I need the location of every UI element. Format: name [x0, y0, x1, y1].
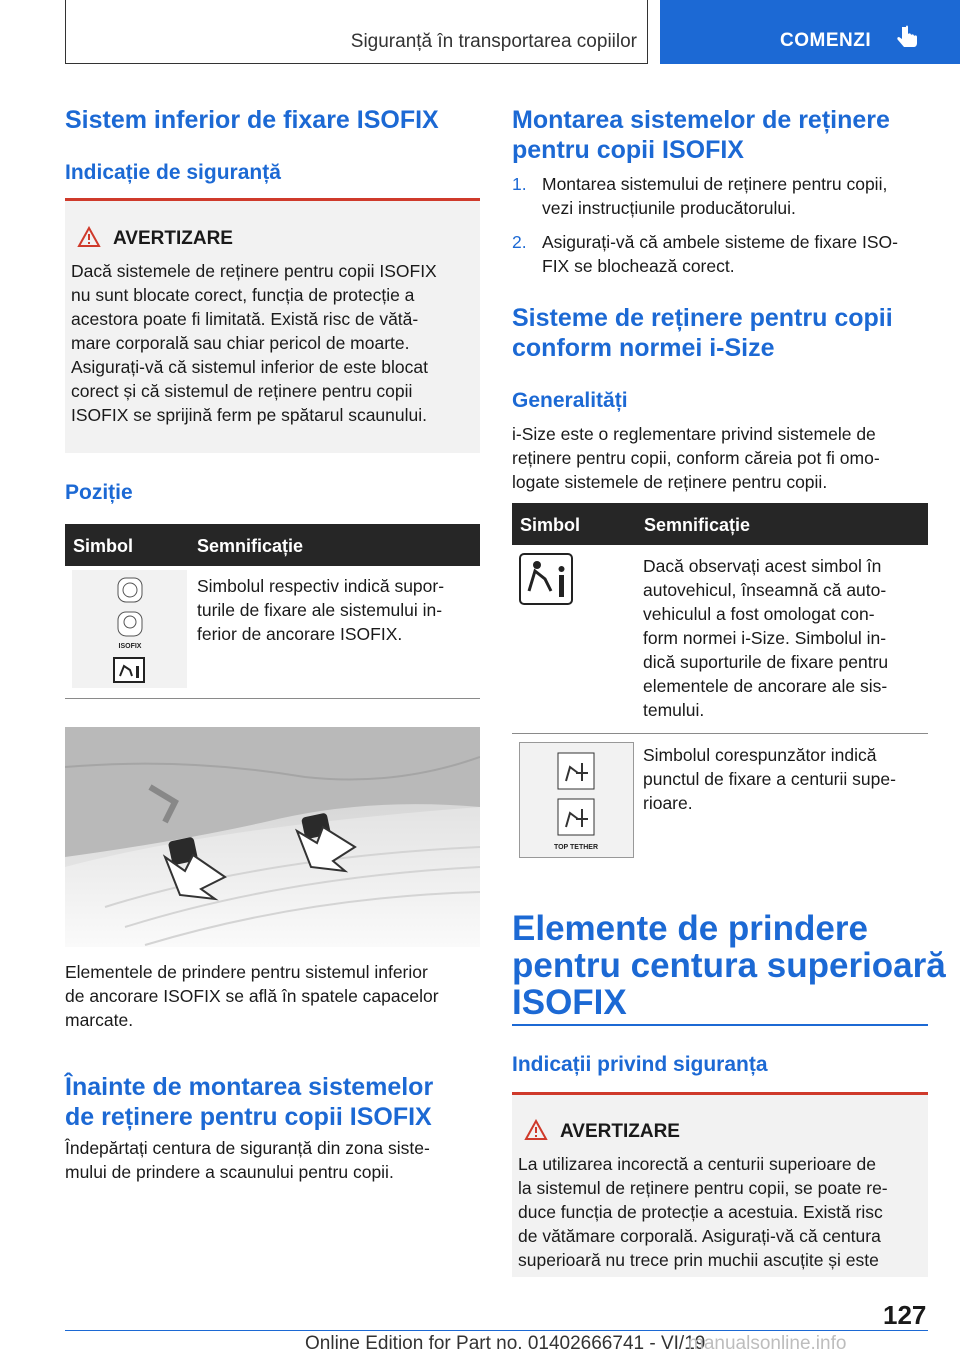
photo-caption: [65, 960, 480, 1032]
footer-watermark: manualsonline.info: [688, 1333, 847, 1354]
heading-line: de reținere pentru copii ISOFIX: [65, 1103, 432, 1131]
warning-triangle-icon: [77, 226, 101, 248]
isofix-icon-label: ISOFIX: [118, 643, 142, 650]
heading-line: pentru centura superioară: [512, 946, 946, 985]
meaning-line: temului.: [643, 700, 705, 720]
section-title-isofix: Sistem inferior de fixare ISOFIX: [65, 106, 439, 134]
step-line: Montarea sistemului de reținere pentru copii,: [542, 174, 888, 194]
warning-line: Asigurați-vă că sistemul inferior de este blocat: [71, 357, 428, 377]
tab-comenzi-label: COMENZI: [780, 30, 872, 51]
top-tether-big-heading: [512, 910, 946, 1021]
col-meaning: Semnificație: [644, 515, 751, 535]
warning-line: mare corporală sau chiar pericol de moarte.: [71, 333, 410, 353]
header-section-title: Siguranță în transportarea copiilor: [350, 31, 637, 52]
warning-text: [71, 259, 476, 427]
list-item: [512, 230, 928, 278]
seat-photo: [65, 727, 480, 947]
step-line: Asigurați-vă că ambele sisteme de fixare ISO-: [542, 232, 898, 252]
warning-line: la sistemul de reținere pentru copii, se poate re-: [518, 1178, 888, 1198]
top-tether-icon: [520, 743, 633, 857]
meaning-line: rioare.: [643, 793, 693, 813]
warning-title: AVERTIZARE: [113, 228, 233, 249]
safety-indications-heading: Indicații privind siguranța: [512, 1053, 768, 1076]
meaning-line: elementele de ancorare ale sis-: [643, 676, 888, 696]
position-heading: Poziție: [65, 481, 133, 504]
tab-comenzi[interactable]: [660, 0, 960, 64]
safety-heading: Indicație de siguranță: [65, 161, 281, 184]
meaning-line: ferior de ancorare ISOFIX.: [197, 624, 403, 644]
col-symbol: Simbol: [73, 536, 134, 556]
general-text: [512, 422, 928, 494]
footer-edition: Online Edition for Part no. 01402666741 - VI/19: [305, 1333, 706, 1354]
table-bottom-rule: [65, 698, 480, 699]
before-mounting-text: [65, 1136, 480, 1184]
footer-rule: [65, 1330, 928, 1331]
warning-line: duce funcția de protecție a acestuia. Există risc: [518, 1202, 883, 1222]
isofix-meaning: [197, 574, 482, 646]
caption-line: Elementele de prindere pentru sistemul inferior: [65, 962, 428, 982]
warning-line: acestora poate fi limitată. Există risc de vătă-: [71, 309, 419, 329]
heading-line: Elemente de prindere: [512, 909, 868, 948]
text-line: mului de prindere a scaunului pentru copii.: [65, 1162, 394, 1182]
step-number: 1.: [512, 174, 527, 194]
heading-line: pentru copii ISOFIX: [512, 136, 744, 164]
isofix-seat-illustration: [65, 727, 480, 947]
heading-line: conform normei i-Size: [512, 334, 775, 362]
text-line: i-Size este o reglementare privind sistemele de: [512, 424, 876, 444]
meaning-line: dică suporturile de fixare pentru: [643, 652, 889, 672]
warning-box-right: [512, 1095, 928, 1277]
isize-heading: [512, 303, 893, 363]
isize-row-rule: [512, 733, 928, 734]
heading-line: ISOFIX: [512, 983, 627, 1022]
heading-rule: [512, 1024, 928, 1026]
text-line: logate sistemele de reținere pentru copii.: [512, 472, 828, 492]
isofix-symbols-icon: [72, 570, 187, 688]
warning-text: [518, 1152, 924, 1272]
col-symbol: Simbol: [520, 515, 581, 535]
warning-line: corect și că sistemul de reținere pentru copii: [71, 381, 413, 401]
caption-line: marcate.: [65, 1010, 134, 1030]
tether-symbol-cell: [519, 742, 634, 858]
mounting-heading: [512, 105, 890, 165]
isize-table-header: [512, 503, 928, 545]
list-item: [512, 172, 928, 220]
meaning-line: form normei i-Size. Simbolul in-: [643, 628, 887, 648]
text-line: Îndepărtați centura de siguranță din zona siste-: [65, 1138, 430, 1158]
table-header: [65, 524, 480, 566]
warning-line: nu sunt blocate corect, funcția de protecție a: [71, 285, 415, 305]
warning-line: La utilizarea incorectă a centurii superioare de: [518, 1154, 876, 1174]
meaning-line: turile de fixare ale sistemului in-: [197, 600, 443, 620]
warning-line: ISOFIX se sprijină ferm pe spătarul scaunului.: [71, 405, 427, 425]
warning-triangle-icon: [524, 1119, 548, 1141]
heading-line: Montarea sistemelor de reținere: [512, 106, 890, 134]
hand-pointer-icon: [896, 25, 920, 53]
meaning-line: punctul de fixare a centurii supe-: [643, 769, 896, 789]
isofix-symbol-cell: [72, 570, 187, 688]
heading-line: Înainte de montarea sistemelor: [65, 1073, 434, 1101]
warning-line: de vătămare corporală. Asigurați-vă că centura: [518, 1226, 881, 1246]
meaning-line: Simbolul respectiv indică supor-: [197, 576, 445, 596]
isize-seat-icon: [519, 553, 573, 605]
step-line: vezi instrucțiunile producătorului.: [542, 198, 796, 218]
tether-meaning: [643, 743, 928, 815]
meaning-line: autovehicul, înseamnă că auto-: [643, 580, 887, 600]
text-line: reținere pentru copii, conform căreia pot fi omo-: [512, 448, 880, 468]
before-mounting-heading: [65, 1072, 433, 1132]
warning-title: AVERTIZARE: [560, 1121, 680, 1142]
meaning-line: Simbolul corespunzător indică: [643, 745, 877, 765]
col-meaning: Semnificație: [197, 536, 304, 556]
meaning-line: Dacă observați acest simbol în: [643, 556, 882, 576]
warning-box: [65, 201, 480, 453]
warning-line: Dacă sistemele de reținere pentru copii ISOFIX: [71, 261, 437, 281]
mounting-steps: [512, 172, 928, 278]
warning-line: superioară nu trece prin muchii ascuțite și este: [518, 1250, 879, 1270]
isize-symbol: [519, 553, 573, 605]
step-number: 2.: [512, 232, 527, 252]
step-line: FIX se blochează corect.: [542, 256, 735, 276]
caption-line: de ancorare ISOFIX se află în spatele capacelor: [65, 986, 439, 1006]
page-number: 127: [883, 1300, 927, 1330]
meaning-line: vehiculul a fost omologat con-: [643, 604, 875, 624]
general-heading: Generalități: [512, 389, 628, 412]
header-section-box: [65, 0, 648, 64]
heading-line: Sisteme de reținere pentru copii: [512, 304, 893, 332]
isize-meaning: [643, 554, 928, 722]
top-tether-label: TOP TETHER: [553, 844, 599, 851]
